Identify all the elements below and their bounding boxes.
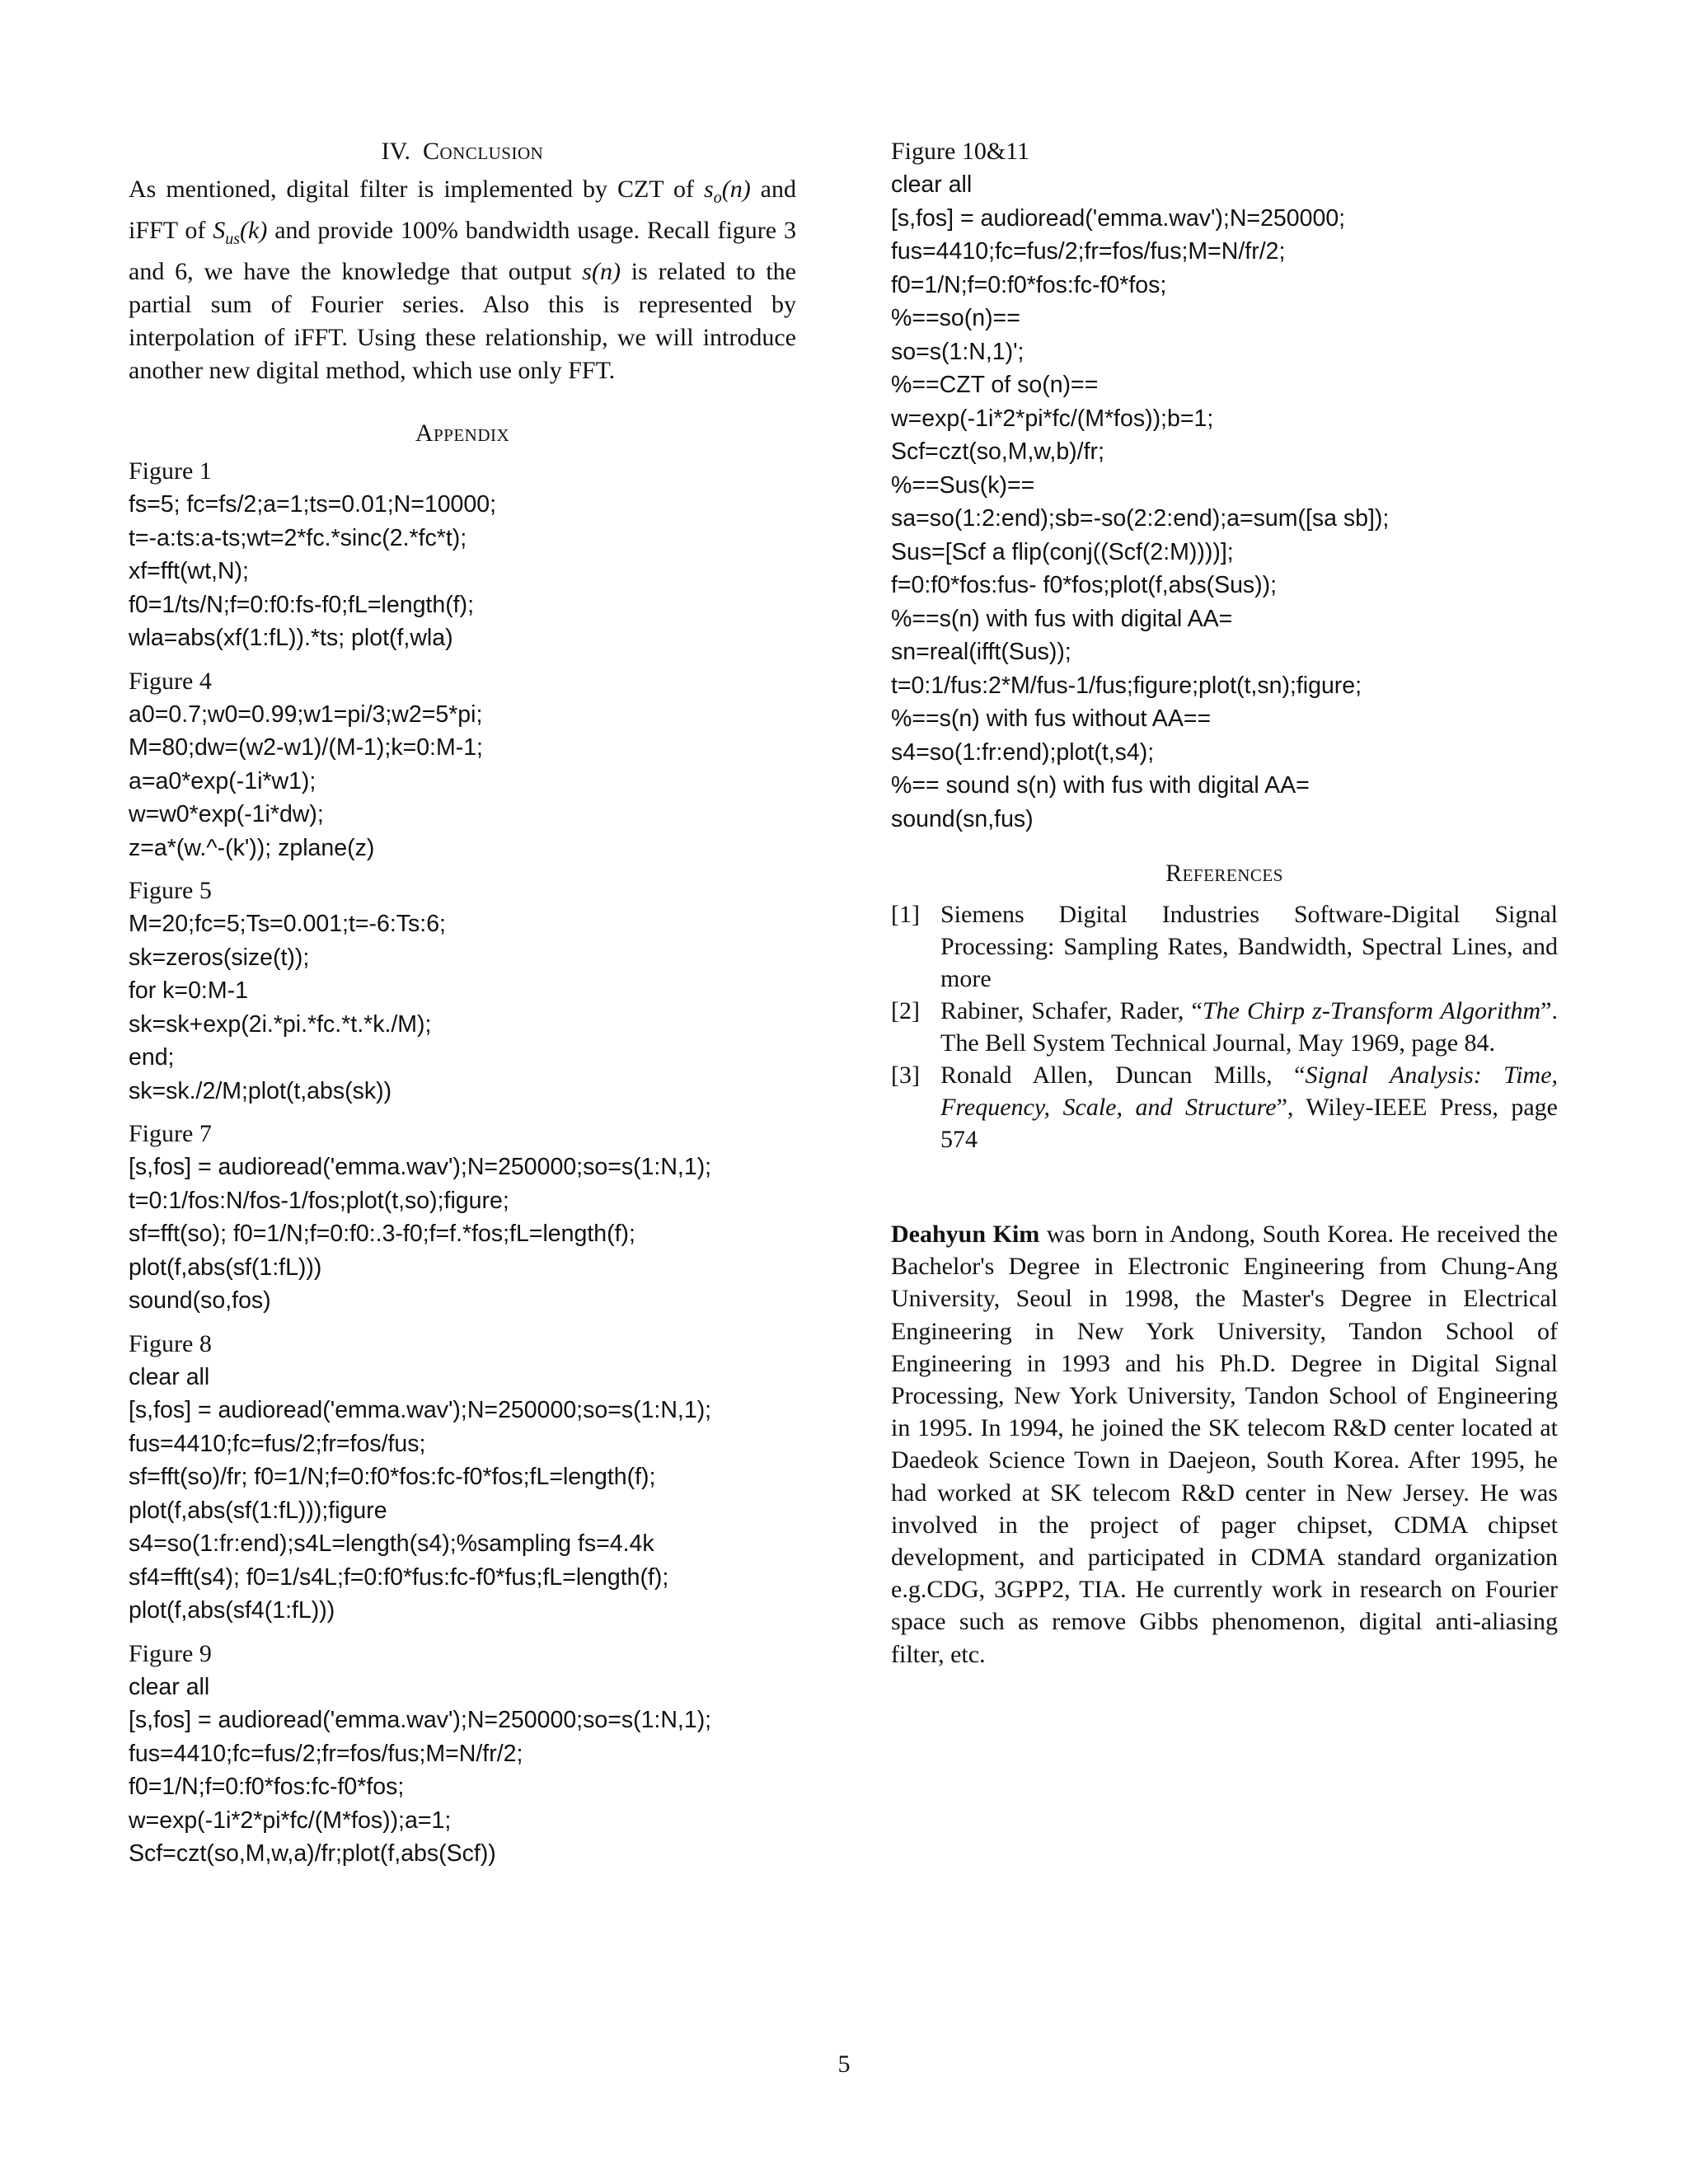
figure-title: Figure 5 xyxy=(129,877,212,904)
appendix-figure-4 xyxy=(129,665,796,865)
figure-title: Figure 1 xyxy=(129,457,212,485)
figure-code: clear all [s,fos] = audioread('emma.wav');N=250000;so=s(1:N,1); fus=4410;fc=fus/2;fr=fos/fus; sf=fft(so)/fr; f0=1/N;f=0:f0*fos:fc-f0*fos;fL=length(f); plot(f,abs(sf(1:fL)));figure s4=so(1:fr:end);s4L=length(s4);%sampling fs=4.4k sf4=fft(s4); f0=1/s4L;f=0:f0*fus:fc-f0*fus;fL=length(f); plot(f,abs(sf4(1:fL))) xyxy=(129,1363,712,1624)
conclusion-text-a: As mentioned, digital filter is implemented by CZT of xyxy=(129,176,705,203)
conclusion-text-b: and iFFT of xyxy=(129,176,797,244)
figure-title: Figure 4 xyxy=(129,667,212,695)
reference-item xyxy=(891,995,1558,1059)
author-biography xyxy=(891,1218,1558,1671)
references-list xyxy=(891,898,1558,1155)
appendix-figure-5 xyxy=(129,874,796,1108)
references-heading: References xyxy=(1165,860,1283,887)
figure-code: M=20;fc=5;Ts=0.001;t=-6:Ts:6; sk=zeros(size(t)); for k=0:M-1 sk=sk+exp(2i.*pi.*fc.*t.*k./M); end; sk=sk./2/M;plot(t,abs(sk)) xyxy=(129,911,446,1104)
figure-title: Figure 8 xyxy=(129,1329,212,1357)
reference-item xyxy=(891,1059,1558,1155)
figure-code: fs=5; fc=fs/2;a=1;ts=0.01;N=10000; t=-a:ts:a-ts;wt=2*fc.*sinc(2.*fc*t); xf=fft(wt,N); f0=1/ts/N;f=0:f0:fs-f0;fL=length(f); wla=abs(xf(1:fL)).*ts; plot(f,wla) xyxy=(129,491,497,651)
appendix-figure-8 xyxy=(129,1328,796,1628)
reference-body: Rabiner, Schafer, Rader, “The Chirp z-Transform Algorithm”. The Bell System Technical Journal, May 1969, page 84. xyxy=(940,997,1558,1057)
reference-number: [3] xyxy=(891,1062,920,1089)
conclusion-text-d: is related to the partial sum of Fourier series. Also this is represented by interpolation of iFFT. Using these relationship, we will introduce another new digital method, which use only FFT. xyxy=(129,258,796,384)
conclusion-text-c: and provide 100% bandwidth usage. Recall figure 3 and 6, we have the knowledge that output xyxy=(129,217,796,285)
appendix-figure-9 xyxy=(129,1638,796,1871)
author-name: Deahyun Kim xyxy=(891,1221,1040,1248)
left-column xyxy=(129,135,796,1881)
reference-body: Siemens Digital Industries Software-Digital Signal Processing: Sampling Rates, Bandwidth, Spectral Lines, and more xyxy=(940,901,1558,992)
math-so: $s_o(n)$ xyxy=(704,176,751,207)
figure-code: clear all [s,fos] = audioread('emma.wav');N=250000; fus=4410;fc=fus/2;fr=fos/fus;M=N/fr/2; f0=1/N;f=0:f0*fos:fc-f0*fos; %==so(n)== so=s(1:N,1)'; %==CZT of so(n)== w=exp(-1i*2*pi*fc/(M*fos));b=1; Scf=czt(so,M,w,b)/fr; %==Sus(k)== sa=so(1:2:end);sb=-so(2:2:end);a=sum([sa sb]); Sus=[Scf a flip(conj((Scf(2:M))))]; f=0:f0*fos:fus- f0*fos;plot(f,abs(Sus)); %==s(n) with fus with digital AA= sn=real(ifft(Sus)); t=0:1/fus:2*M/fus-1/fus;figure;plot(t,sn);figure; %==s(n) with fus without AA== s4=so(1:fr:end);plot(t,s4); %== sound s(n) with fus with digital AA= sound(sn,fus) xyxy=(891,171,1390,832)
appendix-figure-10-11 xyxy=(891,135,1558,836)
author-bio-text: was born in Andong, South Korea. He received the Bachelor's Degree in Electronic Engineering from Chung-Ang University, Seoul in 1998, the Master's Degree in Electrical Engineering in New York University, Tandon School of Engineering in 1993 and his Ph.D. Degree in Digital Signal Processing, New York University, Tandon School of Engineering in 1995. In 1994, he joined the SK telecom R&D center located at Daedeok Science Town in Daejeon, South Korea. After 1995, he had worked at SK telecom R&D center in New Jersey. He was involved in the project of pager chipset, CDMA chipset development, and participated in CDMA standard organization e.g.CDG, 3GPP2, TIA. He currently work in research on Fourier space such as remove Gibbs phenomenon, digital anti-aliasing filter, etc. xyxy=(891,1221,1558,1668)
figure-title: Figure 9 xyxy=(129,1639,212,1667)
appendix-figure-7 xyxy=(129,1118,796,1318)
figure-title: Figure 7 xyxy=(129,1120,212,1147)
reference-body: Ronald Allen, Duncan Mills, “Signal Analysis: Time, Frequency, Scale, and Structure”, Wiley-IEEE Press, page 574 xyxy=(940,1062,1559,1153)
figure-title: Figure 10&11 xyxy=(891,138,1030,165)
reference-item xyxy=(891,898,1558,995)
appendix-heading: Appendix xyxy=(415,419,510,447)
figure-code: [s,fos] = audioread('emma.wav');N=250000;so=s(1:N,1); t=0:1/fos:N/fos-1/fos;plot(t,so);figure; sf=fft(so); f0=1/N;f=0:f0:.3-f0;f=f.*fos;fL=length(f); plot(f,abs(sf(1:fL))) sound(so,fos) xyxy=(129,1154,712,1314)
reference-number: [2] xyxy=(891,997,920,1024)
appendix-figure-1 xyxy=(129,455,796,655)
conclusion-numeral: IV. xyxy=(381,138,410,165)
figure-code: a0=0.7;w0=0.99;w1=pi/3;w2=5*pi; M=80;dw=(w2-w1)/(M-1);k=0:M-1; a=a0*exp(-1i*w1); w=w0*exp(-1i*dw); z=a*(w.^-(k')); zplane(z) xyxy=(129,701,483,861)
page-number: 5 xyxy=(837,2050,851,2078)
conclusion-title: Conclusion xyxy=(422,138,544,165)
conclusion-heading xyxy=(129,135,796,168)
math-sn: s(n) xyxy=(582,258,621,285)
math-sus: $S_{us}(k)$ xyxy=(213,217,268,248)
figure-code: clear all [s,fos] = audioread('emma.wav');N=250000;so=s(1:N,1); fus=4410;fc=fus/2;fr=fos/fus;M=N/fr/2; f0=1/N;f=0:f0*fos:fc-f0*fos; w=exp(-1i*2*pi*fc/(M*fos));a=1; Scf=czt(so,M,w,a)/fr;plot(f,abs(Scf)) xyxy=(129,1673,712,1867)
conclusion-paragraph xyxy=(129,173,796,387)
right-column xyxy=(891,135,1558,1671)
reference-number: [1] xyxy=(891,901,920,928)
